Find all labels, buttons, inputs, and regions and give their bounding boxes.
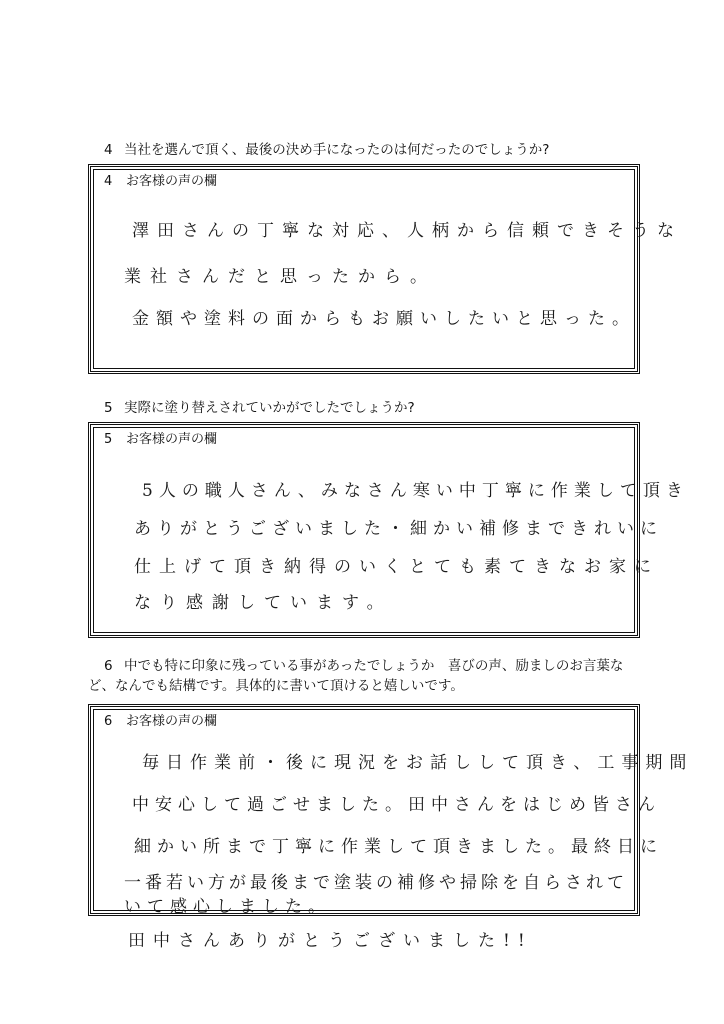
question-text: 当社を選んで頂く、最後の決め手になったのは何だったのでしょうか? [124,142,550,158]
handwritten-line: 仕上げて頂き納得のいくとても素てきなお家に [134,557,659,577]
handwritten-line: 澤田さんの丁寧な対応、人柄から信頼できそうな [132,221,682,241]
box-label [104,713,217,731]
question-line-2: ど、なんでも結構です。具体的に書いて頂けると嬉しいです。 [88,678,464,694]
question-number: 6 [104,658,113,674]
handwritten-line: ありがとうございました・細かい補修まできれいに [134,519,663,539]
handwritten-line: 5人の職人さん、みなさん寒い中丁寧に作業して頂き [142,481,689,501]
question-text: 実際に塗り替えされていかがでしたでしょうか? [124,400,415,416]
question-4 [90,140,690,160]
handwritten-line: 毎日作業前・後に現況をお話しして頂き、工事期間 [142,753,694,773]
handwritten-line: 中安心して過ごせました。田中さんをはじめ皆さん [132,795,661,815]
handwritten-line: 業社さんだと思ったから。 [124,267,436,287]
question-number: 5 [104,400,113,416]
handwritten-line: 金額や塗料の面からもお願いしたいと思った。 [132,309,636,329]
handwritten-line: 細かい所まで丁寧に作業して頂きました。最終日に [134,837,663,857]
handwritten-line: なり感謝しています。 [134,593,393,613]
box-label-text: お客様の声の欄 [126,714,218,729]
box-label [104,173,217,191]
question-5 [90,398,690,418]
handwritten-line: 一番若い方が最後まで塗装の補修や掃除を自らされて [124,873,628,893]
box-number: 6 [104,714,113,729]
box-label [104,431,217,449]
box-label-text: お客様の声の欄 [126,174,218,189]
handwritten-closing-line: 田中さんありがとうございました!! [128,931,533,951]
box-label-text: お客様の声の欄 [126,432,218,447]
question-6 [88,656,688,696]
customer-voice-box-6 [90,706,694,917]
question-number: 4 [104,142,113,158]
box-number: 4 [104,174,113,189]
handwritten-line: いて感心しました。 [124,897,331,917]
question-text: 中でも特に印象に残っている事があったでしょうか 喜びの声、励ましのお言葉な [124,658,624,674]
question-line-1 [88,656,688,676]
box-number: 5 [104,432,113,447]
customer-voice-box-4 [90,166,682,372]
customer-voice-box-5 [90,424,689,636]
